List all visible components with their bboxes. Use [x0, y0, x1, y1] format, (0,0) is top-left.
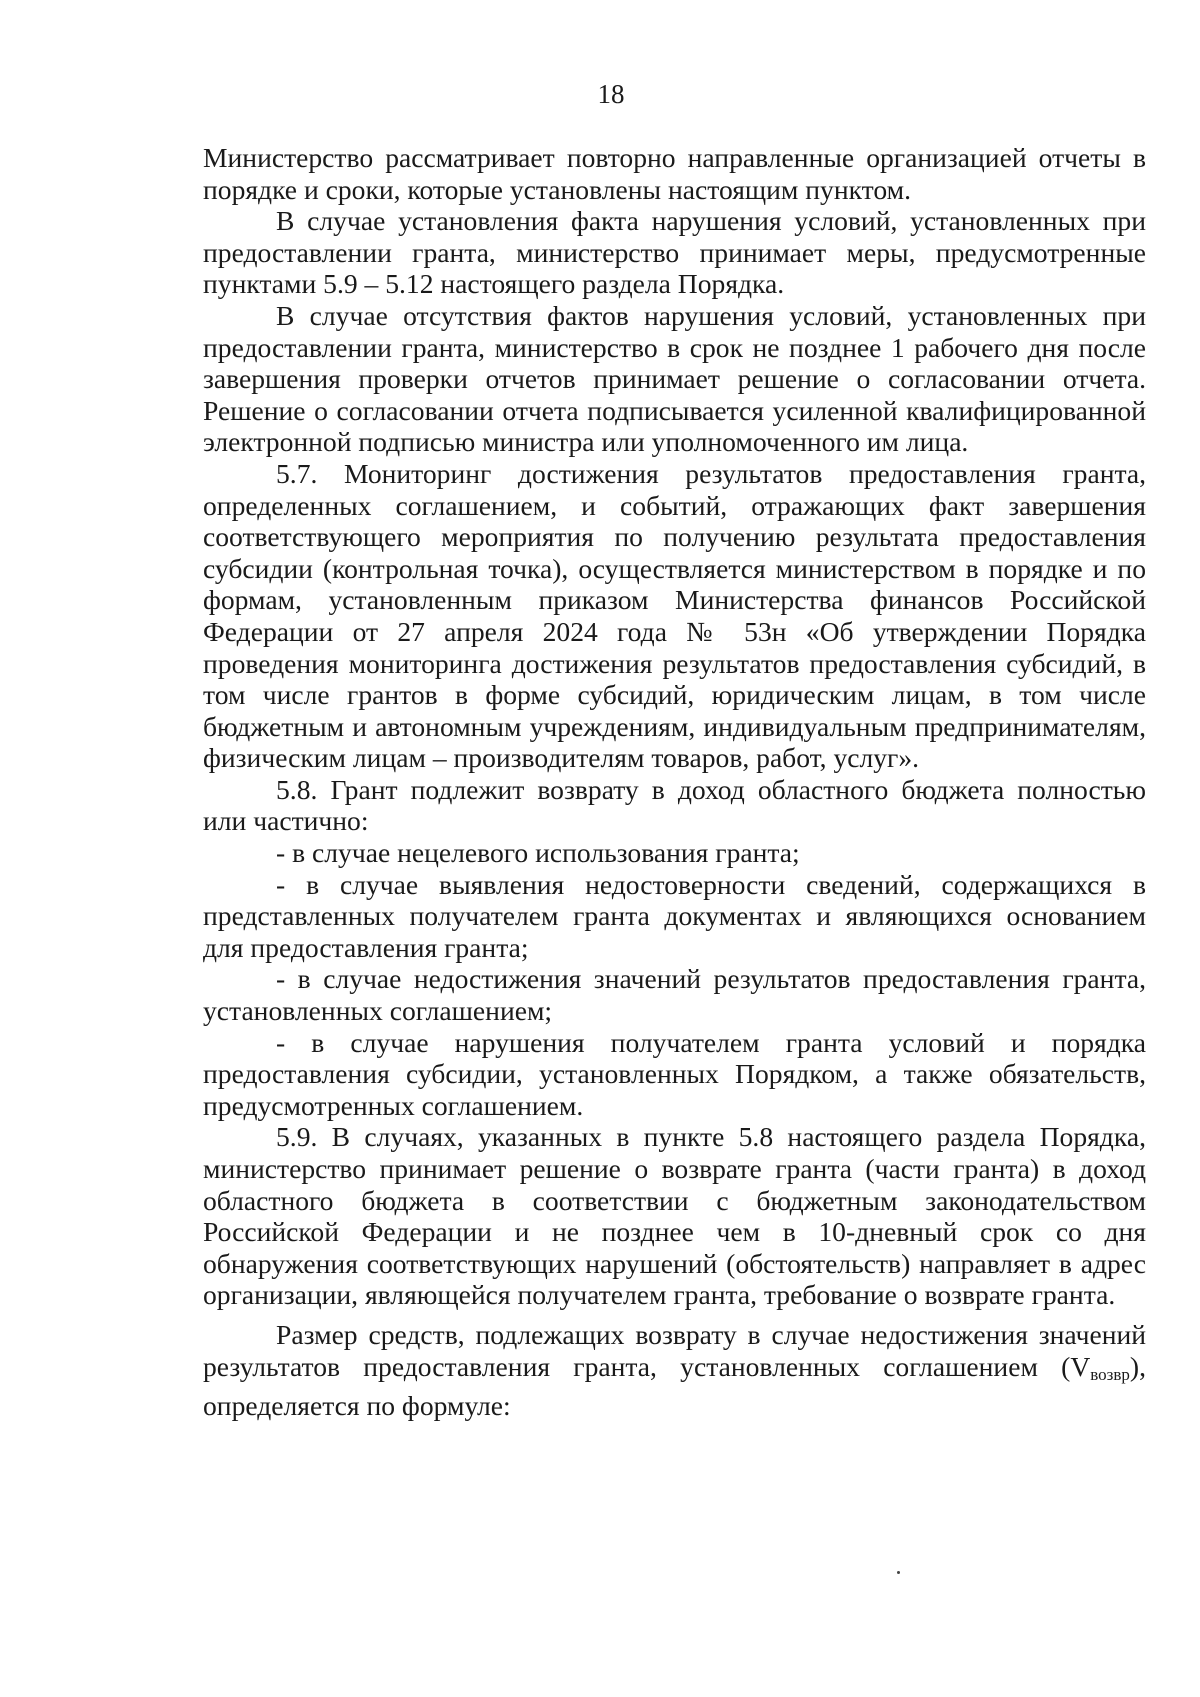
paragraph-5-7-monitoring: 5.7. Мониторинг достижения результатов предоставления гранта, определенных соглашением, и событий, отражающих факт завершения соответствующего мероприятия по получению результата предоставления субсидии (контрольная точка), осуществляется министерством в порядке и по формам, установленным приказом Министерства финансов Российской Федерации от 27 апреля 2024 года № 53н «Об утверждении Порядка проведения мониторинга достижения результатов предоставления субсидий, в том числе грантов в форме субсидий, юридическим лицам, в том числе бюджетным и автономным учреждениям, индивидуальным предпринимателям, физическим лицам – производителям товаров, работ, услуг».: [203, 457, 1146, 774]
refund-subscript: возвр: [1090, 1364, 1130, 1384]
refund-text-after: ), определяется по формуле:: [203, 1350, 1146, 1422]
document-body: [203, 142, 1146, 1422]
paragraph-no-violation: В случае отсутствия фактов нарушения условий, установленных при предоставлении гранта, министерство в срок не позднее 1 рабочего дня после завершения проверки отчетов принимает решение о согласовании отчета. Решение о согласовании отчета подписывается усиленной квалифицированной электронной подписью министра или уполномоченного им лица.: [203, 299, 1146, 458]
paragraph-5-9-decision: 5.9. В случаях, указанных в пункте 5.8 настоящего раздела Порядка, министерство принимает решение о возврате гранта (части гранта) в доход областного бюджета в соответствии с бюджетным законодательством Российской Федерации и не позднее чем в 10-дневный срок со дня обнаружения соответствующих нарушений (обстоятельств) направляет в адрес организации, являющейся получателем гранта, требование о возврате гранта.: [203, 1121, 1146, 1311]
list-item-results-not-achieved: - в случае недостижения значений результатов предоставления гранта, установленных соглашением;: [203, 963, 1146, 1027]
list-item-misuse: - в случае нецелевого использования гранта;: [276, 837, 800, 869]
list-item-conditions-breach: - в случае нарушения получателем гранта условий и порядка предоставления субсидии, установленных Порядком, а также обязательств, предусмотренных соглашением.: [203, 1026, 1146, 1121]
list-item-false-info: - в случае выявления недостоверности сведений, содержащихся в представленных получателем гранта документах и являющихся основанием для предоставления гранта;: [203, 868, 1146, 963]
paragraph-reports-review: Министерство рассматривает повторно направленные организацией отчеты в порядке и сроки, которые установлены настоящим пунктом.: [203, 142, 1146, 205]
refund-text-before: Размер средств, подлежащих возврату в случае недостижения значений результатов предоставления гранта, установленных соглашением (V: [203, 1318, 1146, 1382]
paragraph-violation-found: В случае установления факта нарушения условий, установленных при предоставлении гранта, министерство принимает меры, предусмотренные пунктами 5.9 – 5.12 настоящего раздела Порядка.: [203, 205, 1146, 300]
paragraph-refund-amount: [203, 1319, 1146, 1422]
scan-speck: [897, 1571, 900, 1574]
paragraph-5-8-return: 5.8. Грант подлежит возврату в доход областного бюджета полностью или частично:: [203, 773, 1146, 837]
page-number: 18: [597, 79, 625, 109]
